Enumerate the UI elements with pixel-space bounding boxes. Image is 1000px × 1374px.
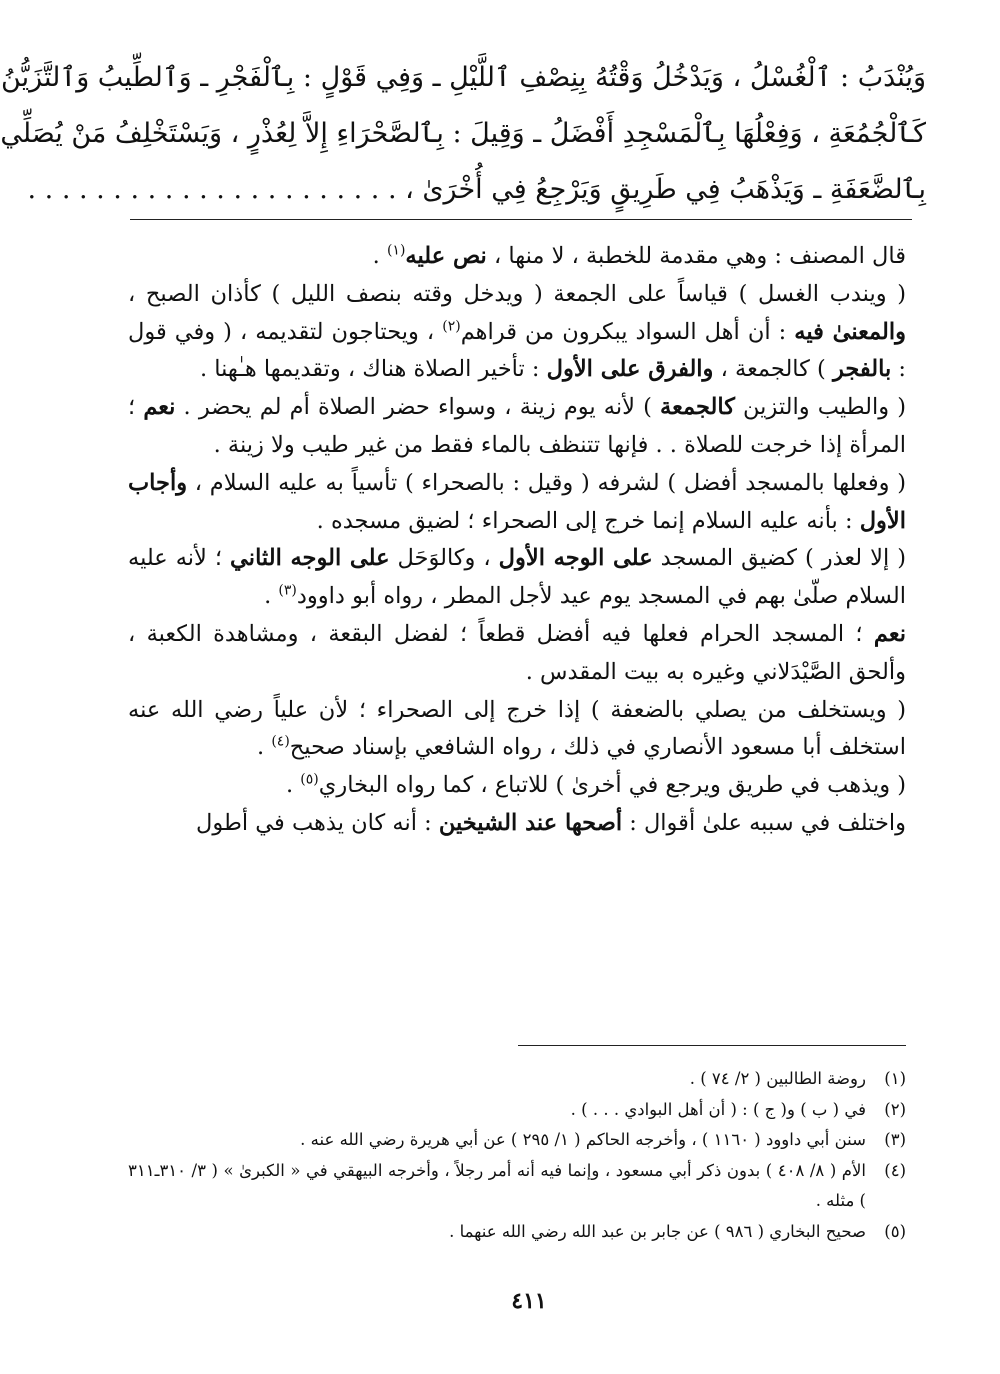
text-run: ( ويندب الغسل ) قياساً على الجمعة ( ويدخل وقته بنصف الليل ) كأذان الصبح ، <box>128 280 906 307</box>
footnote-text: الأم ( ٨/ ٤٠٨ ) بدون ذكر أبي مسعود ، وإنما فيه أنه أمر رجلاً ، وأخرجه البيهقي في « الكبرىٰ » ( ٣/ ٣١٠ـ٣١١ ) مثله . <box>128 1160 866 1210</box>
footnote-number: (٣) <box>884 1130 906 1149</box>
text-run: . <box>372 243 387 269</box>
footnote <box>128 1156 906 1217</box>
bold-term: على الوجه الأول <box>498 545 653 572</box>
bold-term: نعم <box>873 620 906 647</box>
text-run: ( ويستخلف من يصلي بالضعفة ) إذا خرج إلى الصحراء ؛ لأن علياً رضي الله عنه استخلف أبا مسعود الأنصاري في ذلك ، رواه الشافعي بإسناد صحيح <box>128 696 906 761</box>
matn-line: بِٱلضَّعَفَةِ ـ وَيَذْهَبُ فِي طَرِيقٍ وَيَرْجِعُ فِي أُخْرَىٰ ، . . . . . . . . . . . . . . . . . . . . . . <box>27 174 926 205</box>
footnote-number: (١) <box>884 1069 906 1088</box>
text-run: قال المصنف : وهي مقدمة للخطبة ، لا منها ، <box>486 243 906 269</box>
footnote-text: سنن أبي داوود ( ١١٦٠ ) ، وأخرجه الحاكم ( ١/ ٢٩٥ ) عن أبي هريرة رضي الله عنه . <box>300 1130 866 1149</box>
footnote-number: (٢) <box>884 1099 906 1119</box>
bold-term: والفرق على الأول <box>546 356 714 383</box>
paragraph <box>128 692 906 768</box>
text-run: ( ويذهب في طريق ويرجع في أخرىٰ ) للاتباع ، كما رواه البخاري <box>318 772 906 799</box>
bold-term: والمعنىٰ فيه <box>794 318 906 345</box>
bold-term: أصحها عند الشيخين <box>438 809 623 836</box>
text-run: ؛ المرأة إذا خرجت للصلاة . . فإنها تتنظف بالماء فقط من غير طيب ولا زينة . <box>128 394 906 458</box>
text-run: ( وفعلها بالمسجد أفضل ) لشرفه ( وقيل : بالصحراء ) تأسياً به عليه السلام ، <box>187 469 906 496</box>
text-run: ) كالجمعة ، <box>713 356 833 383</box>
page-number: ٤١١ <box>511 1288 547 1314</box>
bold-term: نعم <box>143 394 176 421</box>
footnotes <box>128 1064 906 1247</box>
text-run: ( إلا لعذر ) كضيق المسجد <box>652 545 906 572</box>
text-run: . <box>257 734 272 761</box>
bold-term: نص عليه <box>405 243 487 269</box>
text-run: : أن أهل السواد يبكرون من قراهم <box>460 318 795 345</box>
footnote-separator-rule <box>518 1045 906 1046</box>
text-run: ) لأنه يوم زينة ، وسواء حضر الصلاة أم لم يحضر . <box>175 394 661 421</box>
footnote-number: (٥) <box>884 1221 906 1241</box>
footnote-ref: (٥) <box>300 771 319 788</box>
text-run: . <box>264 583 279 610</box>
footnote <box>128 1217 906 1248</box>
footnote <box>128 1125 906 1156</box>
text-run: واختلف في سببه علىٰ أقوال : <box>622 809 906 836</box>
footnote-text: صحيح البخاري ( ٩٨٦ ) عن جابر بن عبد الله رضي الله عنهما . <box>449 1221 866 1241</box>
text-run: ( والطيب والتزين <box>734 394 907 421</box>
commentary-text <box>128 238 906 843</box>
footnote-number: (٤) <box>884 1160 906 1180</box>
text-run: ؛ لأنه عليه السلام صلّىٰ بهم في المسجد يوم عيد لأجل المطر ، رواه أبو داوود <box>128 545 906 610</box>
footnote-ref: (٣) <box>278 582 297 599</box>
bold-term: كالجمعة <box>660 394 735 421</box>
footnote-ref: (٤) <box>271 733 290 750</box>
text-run: ، ويحتاجون لتقديمه ، ( وفي قول : <box>128 318 906 383</box>
footnote-ref: (٢) <box>442 318 461 335</box>
footnote-text: روضة الطالبين ( ٢/ ٧٤ ) . <box>689 1069 866 1088</box>
paragraph <box>128 540 906 616</box>
matn-line: وَيُنْدَبُ : ٱلْغُسْلُ ، وَيَدْخُلُ وَقْتُهُ بِنِصْفِ ٱللَّيْلِ ـ وَفِي قَوْلٍ : بِٱلْفَجْرِ ـ وَٱلطِّيبُ وَٱلتَّزَيُّنُ <box>1 62 926 93</box>
bold-term: وأجاب الأول <box>128 469 906 534</box>
paragraph <box>128 616 906 692</box>
text-run: ؛ المسجد الحرام فعلها فيه أفضل قطعاً ؛ لفضل البقعة ، ومشاهدة الكعبة ، وألحق الصَّيْدَلاني وغيره به بيت المقدس . <box>128 620 906 685</box>
bold-term: على الوجه الثاني <box>230 545 390 572</box>
paragraph <box>128 389 906 465</box>
text-run: : أنه كان يذهب في أطول <box>196 809 439 836</box>
text-run: ، وكالوَحَل <box>389 545 499 572</box>
paragraph <box>128 767 906 805</box>
matn-text <box>0 50 926 218</box>
footnote-text: في ( ب ) و( ج ) : ( أن أهل البوادي . . . ) . <box>570 1099 866 1119</box>
footnote <box>128 1064 906 1095</box>
paragraph <box>128 276 906 389</box>
paragraph <box>128 238 906 276</box>
footnote <box>128 1095 906 1126</box>
bold-term: بالفجر <box>832 356 892 383</box>
text-run: : تأخير الصلاة هناك ، وتقديمها هـٰهنا . <box>199 356 547 383</box>
matn-separator-rule <box>130 219 912 220</box>
text-run: : بأنه عليه السلام إنما خرج إلى الصحراء ؛ لضيق مسجده . <box>316 507 860 534</box>
text-run: . <box>285 772 301 799</box>
footnote-ref: (١) <box>386 242 406 259</box>
paragraph <box>128 805 906 843</box>
matn-line: كَٱلْجُمُعَةِ ، وَفِعْلُهَا بِٱلْمَسْجِدِ أَفْضَلُ ـ وَقِيلَ : بِٱلصَّحْرَاءِ إِلاَّ لِعُذْرٍ ، وَيَسْتَخْلِفُ مَنْ يُصَلِّي <box>0 118 926 149</box>
paragraph <box>128 465 906 541</box>
